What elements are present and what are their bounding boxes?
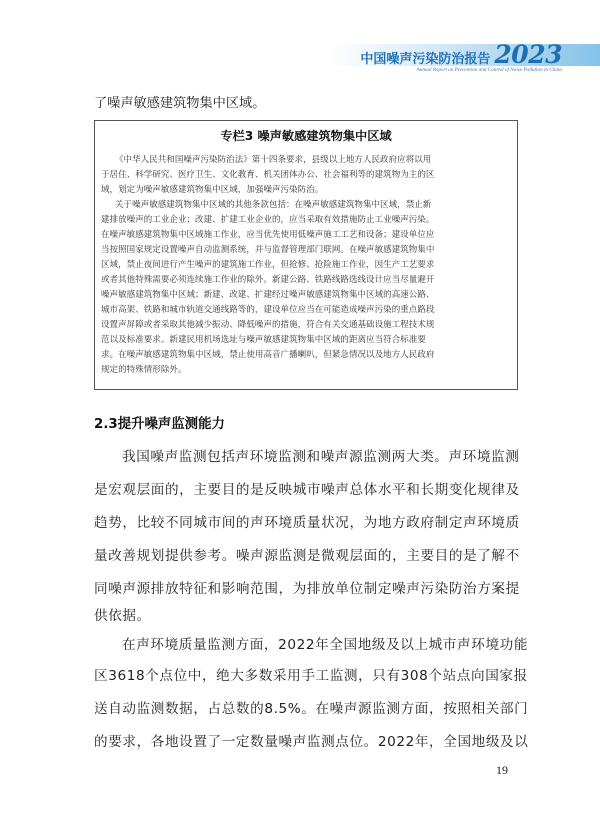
box-title: 专栏3 噪声敏感建筑物集中区域 xyxy=(220,129,392,143)
body-line: 我国噪声监测包括声环境监测和噪声源监测两大类。声环境监测 xyxy=(122,449,520,465)
box-line: 区域，禁止夜间进行产生噪声的建筑施工作业，但抢修、抢险施工作业，因生产工艺要求 xyxy=(101,260,435,270)
box-line: 在噪声敏感建筑物集中区域施工作业，应当优先使用低噪声施工工艺和设备；建设单位应 xyxy=(101,230,435,240)
sidebar-box xyxy=(94,120,518,390)
report-year: 2023 xyxy=(494,40,562,69)
body-line: 的要求，各地设置了一定数量噪声监测点位。2022年，全国地级及以 xyxy=(94,734,529,750)
continuation-text: 了噪声敏感建筑物集中区域。 xyxy=(94,96,266,111)
body-line: 量改善规划提供参考。噪声源监测是微观层面的，主要目的是了解不 xyxy=(94,548,520,564)
report-header xyxy=(360,40,562,69)
box-line: 《中华人民共和国噪声污染防治法》第十四条要求，县级以上地方人民政府应将以用 xyxy=(115,155,432,165)
body-line: 同噪声源排放特征和影响范围，为排放单位制定噪声污染防治方案提 xyxy=(94,581,520,597)
box-line: 求。在噪声敏感建筑物集中区域，禁止使用高音广播喇叭，但紧急情况以及地方人民政府 xyxy=(101,350,435,360)
body-line: 趋势，比较不同城市间的声环境质量状况，为地方政府制定声环境质 xyxy=(94,515,520,531)
box-line: 城市高架、铁路和城市轨道交通线路等的，建设单位应当在可能造成噪声污染的重点路段 xyxy=(101,305,435,315)
body-line: 送自动监测数据，占总数的8.5%。在噪声源监测方面，按照相关部门 xyxy=(94,701,529,717)
box-line: 规定的特殊情形除外。 xyxy=(101,365,187,375)
body-line: 供依据。 xyxy=(94,608,151,624)
box-line: 设置声屏障或者采取其他减少振动、降低噪声的措施，符合有关交通基础设施工程技术规 xyxy=(101,320,435,330)
report-subtitle: Annual Report on Prevention and Control of Noise Pollution in China xyxy=(416,67,562,73)
body-line: 区3618个点位中，绝大多数采用手工监测，只有308个站点向国家报 xyxy=(94,668,528,684)
body-line: 是宏观层面的，主要目的是反映城市噪声总体水平和长期变化规律及 xyxy=(94,482,520,498)
box-line: 于居住、科学研究、医疗卫生、文化教育、机关团体办公、社会福利等的建筑物为主的区 xyxy=(101,170,435,180)
body-line: 在声环境质量监测方面，2022年全国地级及以上城市声环境功能 xyxy=(122,637,529,653)
box-line: 或者其他特殊需要必须连续施工作业的除外。新建公路、铁路线路选线设计应当尽量避开 xyxy=(101,275,435,285)
box-line: 当按照国家规定设置噪声自动监测系统，并与监督管理部门联网。在噪声敏感建筑物集中 xyxy=(101,245,435,255)
box-line: 域，划定为噪声敏感建筑物集中区域，加强噪声污染防治。 xyxy=(101,185,324,195)
box-line: 关于噪声敏感建筑物集中区域的其他条款包括：在噪声敏感建筑物集中区域，禁止新 xyxy=(115,200,432,210)
page-number: 19 xyxy=(496,763,508,777)
report-title: 中国噪声污染防治报告 xyxy=(360,52,491,67)
section-heading: 2.3提升噪声监测能力 xyxy=(94,417,225,432)
box-line: 噪声敏感建筑物集中区域；新建、改建、扩建经过噪声敏感建筑物集中区域的高速公路、 xyxy=(101,290,435,300)
box-line: 范以及标准要求。新建民用机场选址与噪声敏感建筑物集中区域的距离应当符合标准要 xyxy=(101,335,426,345)
box-line: 建排放噪声的工业企业；改建、扩建工业企业的，应当采取有效措施防止工业噪声污染。 xyxy=(101,215,435,225)
